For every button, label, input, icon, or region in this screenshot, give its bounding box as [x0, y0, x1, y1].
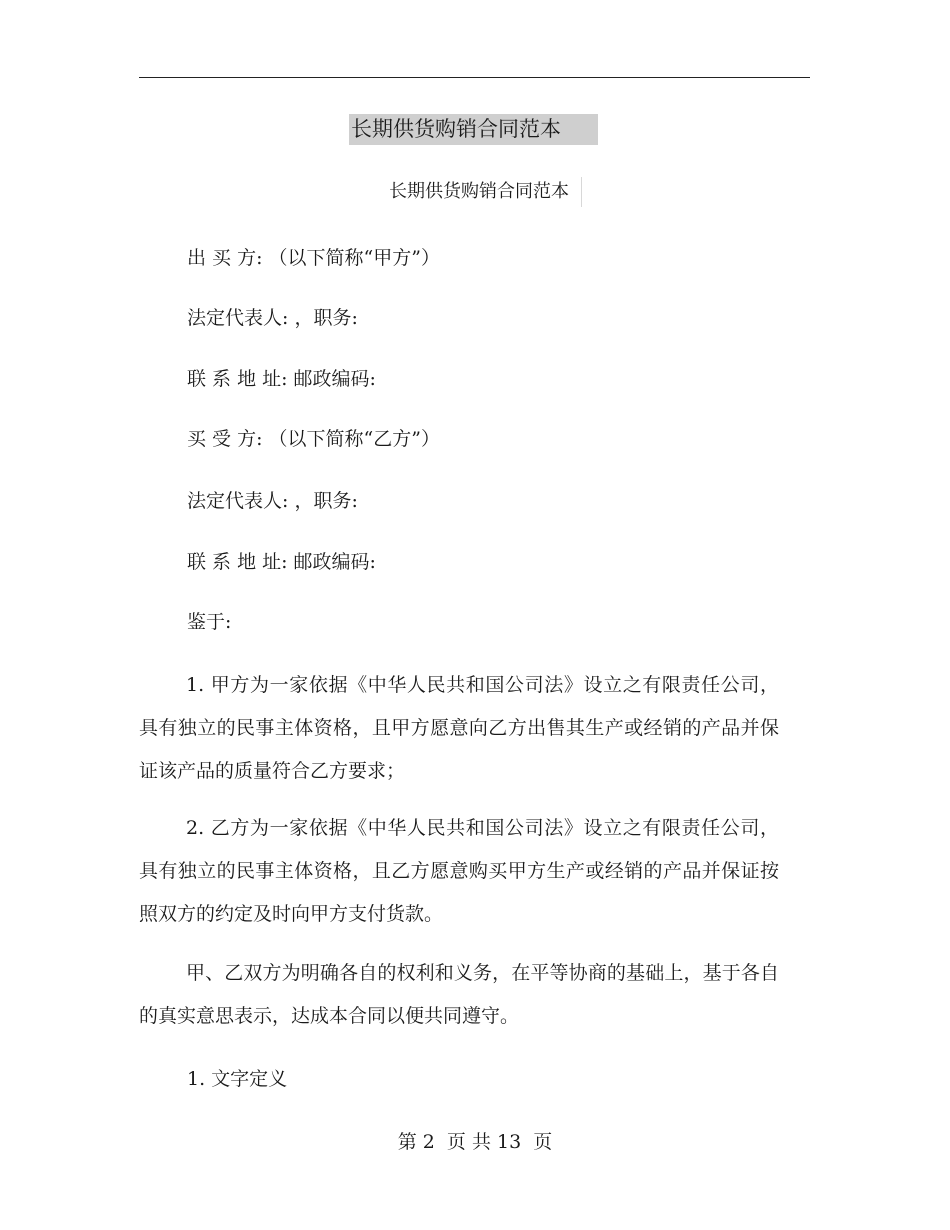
document-title: 长期供货购销合同范本 [349, 114, 598, 145]
agreement-paragraph: 甲、乙双方为明确各自的权利和义务，在平等协商的基础上，基于各自的真实意思表示，达成本合同以便共同遵守。 [139, 962, 779, 1027]
buyer-legal-rep-line: 法定代表人: ，职务: [187, 490, 358, 512]
whereas-label: 鉴于: [187, 611, 232, 633]
seller-line: 出 买 方: （以下简称“甲方”） [187, 247, 440, 269]
buyer-address-line: 联 系 地 址: 邮政编码: [187, 551, 376, 573]
document-subtitle: 长期供货购销合同范本 [389, 177, 582, 207]
seller-address-line: 联 系 地 址: 邮政编码: [187, 368, 376, 390]
section-heading: 1. 文字定义 [187, 1068, 288, 1090]
recital-paragraph-2: 2. 乙方为一家依据《中华人民共和国公司法》设立之有限责任公司，具有独立的民事主体资格，且乙方愿意购买甲方生产或经销的产品并保证按照双方的约定及时向甲方支付货款。 [139, 817, 779, 925]
seller-legal-rep-line: 法定代表人: ，职务: [187, 307, 358, 329]
header-rule [139, 77, 810, 78]
recital-paragraph-1: 1. 甲方为一家依据《中华人民共和国公司法》设立之有限责任公司，具有独立的民事主体资格，且甲方愿意向乙方出售其生产或经销的产品并保证该产品的质量符合乙方要求； [139, 674, 779, 782]
buyer-line: 买 受 方: （以下简称“乙方”） [187, 428, 440, 450]
page-number-footer: 第 2 页 共 13 页 [397, 1131, 553, 1153]
